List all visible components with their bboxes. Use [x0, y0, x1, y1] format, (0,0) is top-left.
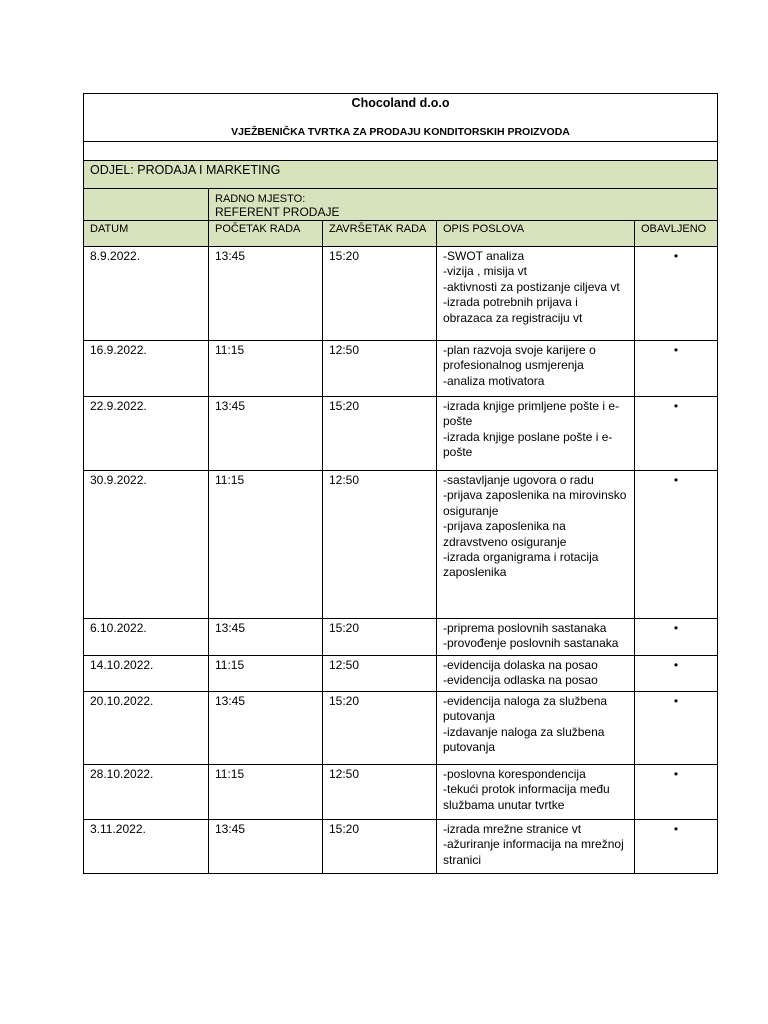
done-bullet-icon: • — [673, 658, 679, 672]
task-item: -plan razvoja svoje karijere o profesionalnog usmjerenja — [443, 343, 596, 373]
row-end-time: 12:50 — [323, 765, 437, 820]
row-done-cell — [635, 619, 718, 656]
row-description — [437, 692, 635, 765]
table-row — [84, 619, 718, 656]
company-header-row — [84, 94, 718, 142]
row-end-time: 15:20 — [323, 820, 437, 874]
role-empty-cell — [84, 189, 209, 221]
row-date: 22.9.2022. — [84, 397, 209, 471]
department-row — [84, 161, 718, 189]
table-row — [84, 247, 718, 341]
task-item: -analiza motivatora — [443, 373, 545, 388]
row-date: 8.9.2022. — [84, 247, 209, 341]
row-date: 3.11.2022. — [84, 820, 209, 874]
role-label: RADNO MJESTO: — [215, 193, 306, 205]
table-row — [84, 397, 718, 471]
row-description — [437, 820, 635, 874]
column-header-end: ZAVRŠETAK RADA — [323, 221, 437, 247]
department-label: ODJEL: PRODAJA I MARKETING — [84, 161, 718, 189]
column-header-done: OBAVLJENO — [635, 221, 718, 247]
task-item: -sastavljanje ugovora o radu — [443, 473, 594, 487]
role-row — [84, 189, 718, 221]
row-start-time: 13:45 — [209, 820, 323, 874]
row-date: 20.10.2022. — [84, 692, 209, 765]
table-row — [84, 471, 718, 619]
company-header-cell — [84, 94, 718, 142]
row-date: 16.9.2022. — [84, 341, 209, 397]
task-item: -izrada potrebnih prijava i obrazaca za registraciju vt — [443, 295, 583, 325]
row-end-time: 15:20 — [323, 397, 437, 471]
table-row — [84, 820, 718, 874]
company-subtitle: VJEŽBENIČKA TVRTKA ZA PRODAJU KONDITORSKIH PROIZVODA — [231, 126, 570, 139]
done-bullet-icon: • — [673, 249, 679, 263]
row-description — [437, 619, 635, 656]
row-start-time: 11:15 — [209, 765, 323, 820]
row-date: 28.10.2022. — [84, 765, 209, 820]
row-date: 6.10.2022. — [84, 619, 209, 656]
row-date: 30.9.2022. — [84, 471, 209, 619]
row-done-cell — [635, 471, 718, 619]
task-item: -evidencija dolaska na posao — [443, 658, 598, 672]
done-bullet-icon: • — [673, 473, 679, 487]
row-done-cell — [635, 397, 718, 471]
spacer-row — [84, 142, 718, 161]
row-start-time: 11:15 — [209, 656, 323, 692]
done-bullet-icon: • — [673, 399, 679, 413]
row-end-time: 12:50 — [323, 341, 437, 397]
row-done-cell — [635, 247, 718, 341]
role-cell — [209, 189, 718, 221]
row-done-cell — [635, 765, 718, 820]
row-done-cell — [635, 692, 718, 765]
done-bullet-icon: • — [673, 767, 679, 781]
task-item: -provođenje poslovnih sastanaka — [443, 636, 619, 651]
task-item: -izrada knjige primljene pošte i e-pošte — [443, 399, 620, 429]
done-bullet-icon: • — [673, 621, 679, 635]
spacer-cell — [84, 142, 718, 161]
task-item: -izrada knjige poslane pošte i e-pošte — [443, 429, 613, 460]
row-description — [437, 397, 635, 471]
task-item: -aktivnosti za postizanje ciljeva vt — [443, 279, 620, 294]
task-item: -poslovna korespondencija — [443, 767, 586, 781]
done-bullet-icon: • — [673, 694, 679, 708]
row-description — [437, 765, 635, 820]
row-start-time: 11:15 — [209, 471, 323, 619]
column-header-start: POČETAK RADA — [209, 221, 323, 247]
row-done-cell — [635, 820, 718, 874]
task-item: -izrada mrežne stranice vt — [443, 822, 582, 836]
row-start-time: 11:15 — [209, 341, 323, 397]
row-start-time: 13:45 — [209, 247, 323, 341]
task-item: -priprema poslovnih sastanaka — [443, 621, 607, 635]
task-item: -SWOT analiza — [443, 249, 525, 263]
column-header-date: DATUM — [84, 221, 209, 247]
column-header-row — [84, 221, 718, 247]
task-item: -ažuriranje informacija na mrežnoj stranici — [443, 837, 624, 867]
done-bullet-icon: • — [673, 822, 679, 836]
table-row — [84, 656, 718, 692]
row-end-time: 12:50 — [323, 471, 437, 619]
task-item: -izdavanje naloga za službena putovanja — [443, 724, 605, 755]
column-header-description: OPIS POSLOVA — [437, 221, 635, 247]
row-end-time: 15:20 — [323, 619, 437, 656]
task-item: -evidencija odlaska na posao — [443, 673, 598, 688]
table-row — [84, 341, 718, 397]
row-date: 14.10.2022. — [84, 656, 209, 692]
row-description — [437, 656, 635, 692]
table-row — [84, 765, 718, 820]
role-value: REFERENT PRODAJE — [215, 205, 340, 219]
row-description — [437, 471, 635, 619]
company-name: Chocoland d.o.o — [351, 96, 450, 110]
row-done-cell — [635, 341, 718, 397]
row-start-time: 13:45 — [209, 619, 323, 656]
task-item: -prijava zaposlenika na mirovinsko osiguranje — [443, 488, 627, 518]
task-item: -prijava zaposlenika na zdravstveno osiguranje — [443, 519, 567, 549]
row-description — [437, 247, 635, 341]
row-end-time: 15:20 — [323, 247, 437, 341]
task-item: -tekući protok informacija među službama unutar tvrtke — [443, 782, 610, 812]
work-log-table — [83, 93, 718, 874]
row-end-time: 12:50 — [323, 656, 437, 692]
row-start-time: 13:45 — [209, 692, 323, 765]
row-end-time: 15:20 — [323, 692, 437, 765]
task-item: -evidencija naloga za službena putovanja — [443, 694, 608, 724]
row-done-cell — [635, 656, 718, 692]
table-row — [84, 692, 718, 765]
row-description — [437, 341, 635, 397]
done-bullet-icon: • — [673, 343, 679, 357]
task-item: -izrada organigrama i rotacija zaposlenika — [443, 550, 599, 580]
row-start-time: 13:45 — [209, 397, 323, 471]
task-item: -vizija , misija vt — [443, 264, 528, 279]
